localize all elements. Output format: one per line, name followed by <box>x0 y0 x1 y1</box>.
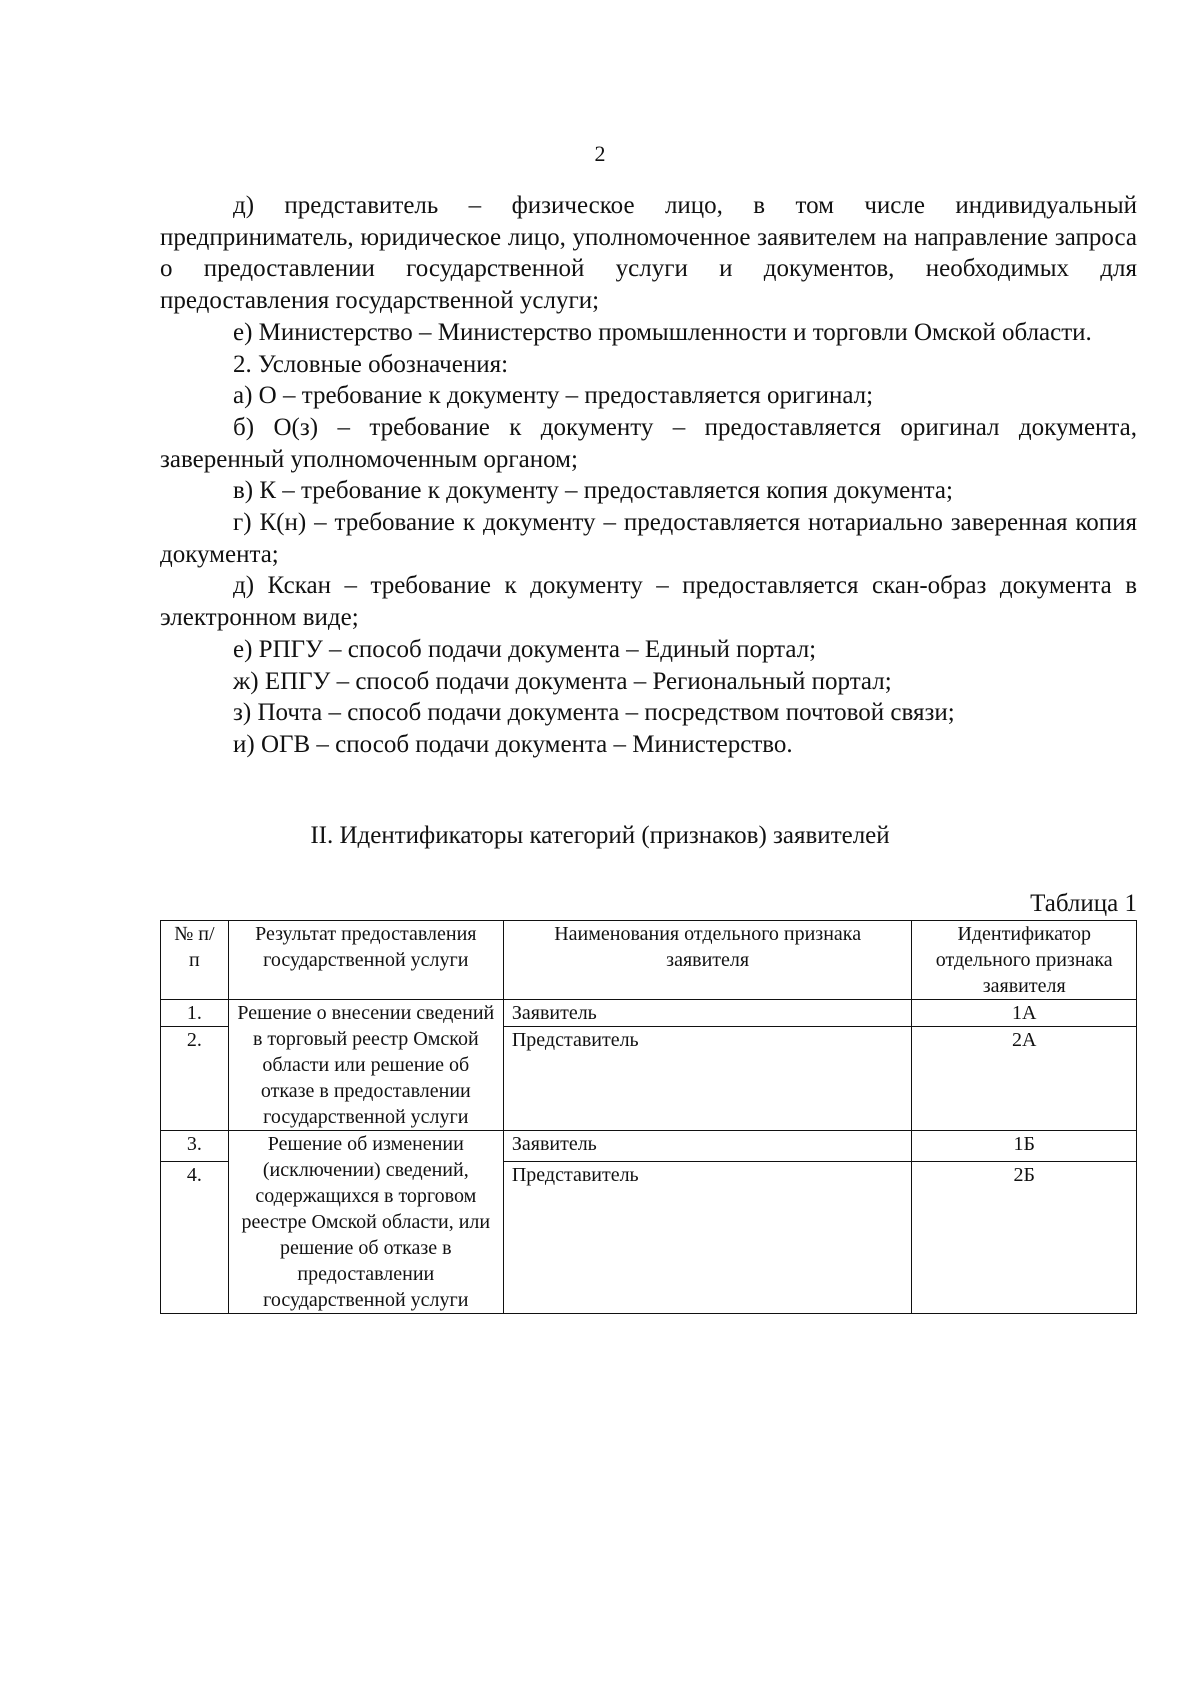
paragraph: д) Кскан – требование к документу – предоставляется скан-образ документа в электронном виде; <box>160 572 1137 632</box>
paragraph: в) К – требование к документу – предоставляется копия документа; <box>233 477 953 505</box>
paragraph: 2. Условные обозначения: <box>233 350 509 378</box>
table-caption: Таблица 1 <box>1030 890 1137 917</box>
paragraph: а) О – требование к документу – предоставляется оригинал; <box>233 382 874 410</box>
paragraph: б) О(з) – требование к документу – предоставляется оригинал документа, заверенный уполномоченным органом; <box>160 413 1137 473</box>
applicant-categories-table <box>160 920 1137 1314</box>
cell-num: 4. <box>161 1162 229 1314</box>
cell-name: Заявитель <box>503 1000 912 1027</box>
cell-num: 2. <box>161 1027 229 1131</box>
header-id: Идентификатор отдельного признака заявителя <box>912 921 1137 1000</box>
cell-id: 2Б <box>912 1162 1137 1314</box>
cell-num: 1. <box>161 1000 229 1027</box>
section-heading: II. Идентификаторы категорий (признаков) заявителей <box>310 822 890 849</box>
body-text <box>160 190 1137 761</box>
paragraph: д) представитель – физическое лицо, в том числе индивидуальный предприниматель, юридическое лицо, уполномоченное заявителем на направление запроса о предоставлении государственной услуги и документов, необходимых для предоставления государственной услуги; <box>160 192 1137 315</box>
header-name: Наименования отдельного признака заявителя <box>503 921 912 1000</box>
table-row <box>161 1000 1137 1027</box>
paragraph: ж) ЕПГУ – способ подачи документа – Региональный портал; <box>233 667 892 695</box>
paragraph: и) ОГВ – способ подачи документа – Министерство. <box>233 730 793 758</box>
table-header-row <box>161 921 1137 1000</box>
cell-name: Представитель <box>503 1162 912 1314</box>
header-num: № п/п <box>161 921 229 1000</box>
cell-id: 2А <box>912 1027 1137 1131</box>
cell-name: Представитель <box>503 1027 912 1131</box>
table-row <box>161 1131 1137 1162</box>
cell-result: Решение об изменении (исключении) сведений, содержащихся в торговом реестре Омской области, или решение об отказе в предоставлении государственной услуги <box>228 1131 503 1314</box>
cell-num: 3. <box>161 1131 229 1162</box>
paragraph: г) К(н) – требование к документу – предоставляется нотариально заверенная копия документа; <box>160 509 1137 568</box>
cell-id: 1А <box>912 1000 1137 1027</box>
paragraph: з) Почта – способ подачи документа – посредством почтовой связи; <box>233 699 955 727</box>
page-number: 2 <box>594 141 606 166</box>
cell-id: 1Б <box>912 1131 1137 1162</box>
paragraph: е) Министерство – Министерство промышленности и торговли Омской области. <box>233 318 1092 346</box>
paragraph: е) РПГУ – способ подачи документа – Единый портал; <box>233 635 817 663</box>
cell-result: Решение о внесении сведений в торговый реестр Омской области или решение об отказе в предоставлении государственной услуги <box>228 1000 503 1131</box>
header-result: Результат предоставления государственной услуги <box>228 921 503 1000</box>
cell-name: Заявитель <box>503 1131 912 1162</box>
